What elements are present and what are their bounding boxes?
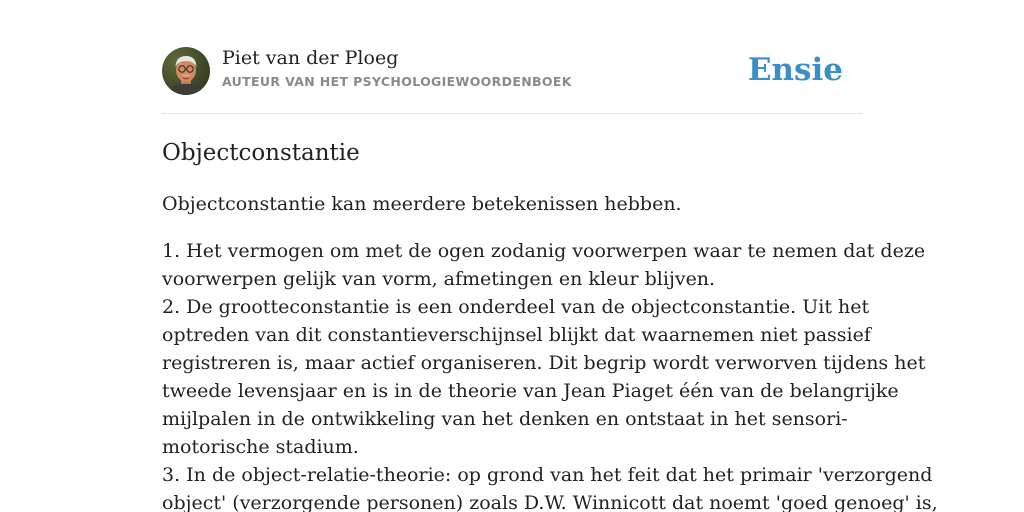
article-body [162, 237, 938, 512]
article-line: 3. In de object-relatie-theorie: op grond van het feit dat het primair 'verzorgend [162, 464, 933, 486]
article-line: optreden van dit constantieverschijnsel blijkt dat waarnemen niet passief [162, 324, 871, 346]
article-intro: Objectconstantie kan meerdere betekenissen hebben. [162, 193, 682, 215]
article-line: motorische stadium. [162, 436, 359, 458]
page-title: Objectconstantie [162, 140, 360, 166]
author-avatar[interactable] [162, 47, 210, 95]
article-line: 2. De grootteconstantie is een onderdeel van de objectconstantie. Uit het [162, 296, 870, 318]
header-divider [162, 113, 862, 114]
ensie-logo[interactable]: Ensie [747, 52, 843, 88]
author-name[interactable]: Piet van der Ploeg [222, 47, 399, 69]
page-header [162, 46, 862, 96]
article-line: 1. Het vermogen om met de ogen zodanig voorwerpen waar te nemen dat deze [162, 240, 926, 262]
article-line: tweede levensjaar en is in de theorie van Jean Piaget één van de belangrijke [162, 380, 899, 402]
author-subtitle: AUTEUR VAN HET PSYCHOLOGIEWOORDENBOEK [222, 74, 572, 89]
article-line: object' (verzorgende personen) zoals D.W. Winnicott dat noemt 'goed genoeg' is, [162, 492, 938, 512]
article-line: mijlpalen in de ontwikkeling van het denken en ontstaat in het sensori- [162, 408, 848, 430]
article-line: registreren is, maar actief organiseren. Dit begrip wordt verworven tijdens het [162, 352, 926, 374]
author-photo-icon [162, 47, 210, 95]
article-line: voorwerpen gelijk van vorm, afmetingen en kleur blijven. [162, 268, 716, 290]
